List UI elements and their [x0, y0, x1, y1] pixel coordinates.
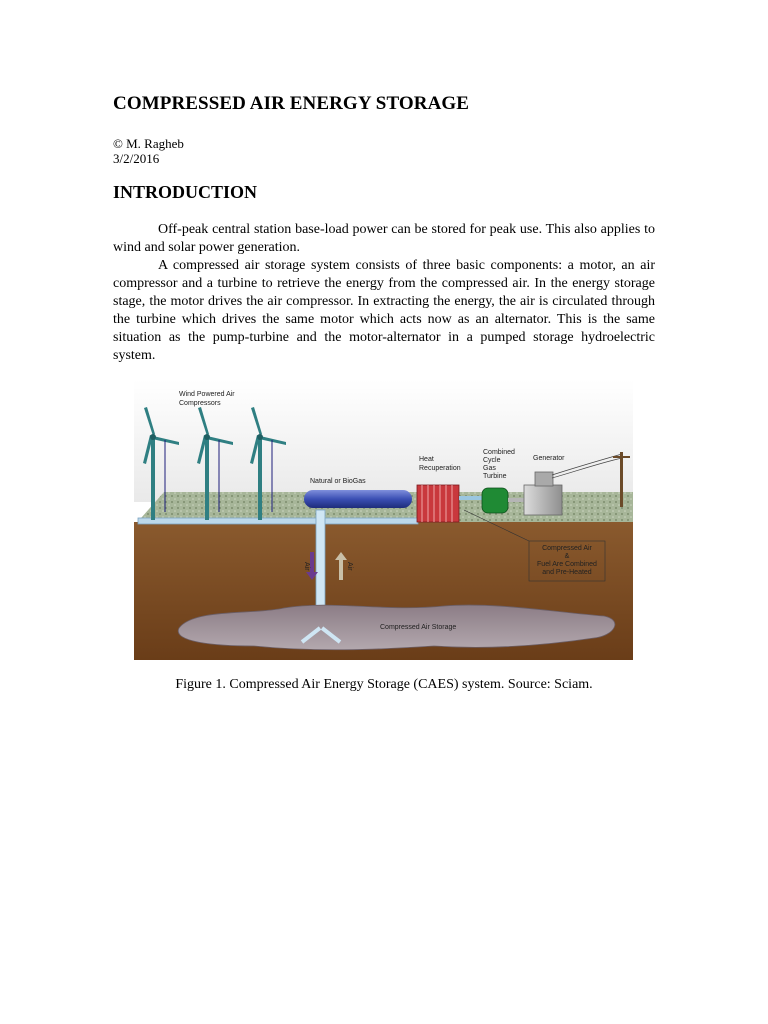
turbine-label-line3: Gas	[483, 465, 496, 472]
callout-line4: and Pre-Heated	[542, 569, 592, 576]
callout-line3: Fuel Are Combined	[537, 561, 597, 568]
heat-label-line2: Recuperation	[419, 465, 461, 472]
caes-figure	[134, 380, 633, 660]
heat-label-line1: Heat	[419, 456, 434, 463]
air-up-label: Air	[346, 562, 353, 571]
date-line: 3/2/2016	[113, 151, 160, 166]
figure-caption: Figure 1. Compressed Air Energy Storage (CAES) system. Source: Sciam.	[175, 677, 593, 692]
callout-line2: &	[564, 553, 570, 560]
wind-label-line2: Compressors	[179, 400, 221, 407]
air-down-label: Air	[303, 562, 310, 571]
heat-recuperator	[417, 485, 459, 522]
turbine-label-line2: Cycle	[483, 457, 501, 464]
document-meta	[113, 136, 184, 166]
wind-label-line1: Wind Powered Air	[179, 391, 235, 398]
turbine-label-line1: Combined	[483, 449, 515, 456]
author-line: © M. Ragheb	[113, 136, 184, 151]
paragraph-2: A compressed air storage system consists of three basic components: a motor, an air compressor and a turbine to retrieve the energy from the compressed air. In the energy storage stage, the motor drives the air compressor. In extracting the energy, the air is circulated through the turbine which drives the same motor which acts now as an alternator. This is the same situation as the pump-turbine and the motor-alternator in a pumped storage hydroelectric system.	[113, 258, 655, 363]
paragraph-1: Off-peak central station base-load power can be stored for peak use. This also applies to wind and solar power generation.	[113, 222, 655, 255]
introduction-body	[113, 221, 655, 365]
underground-pipe	[138, 518, 418, 524]
storage-label: Compressed Air Storage	[380, 624, 457, 631]
turbine-label-line4: Turbine	[483, 473, 507, 480]
connector-pipe	[459, 496, 483, 500]
caes-diagram	[134, 380, 633, 660]
gas-turbine	[482, 488, 508, 513]
natural-gas-tank	[304, 490, 412, 508]
document-title: COMPRESSED AIR ENERGY STORAGE	[113, 93, 470, 114]
section-heading: INTRODUCTION	[113, 182, 258, 202]
generator-label: Generator	[533, 455, 565, 462]
callout-line1: Compressed Air	[542, 545, 592, 552]
turbine-shaft	[508, 498, 524, 502]
natural-gas-label: Natural or BioGas	[310, 478, 366, 485]
